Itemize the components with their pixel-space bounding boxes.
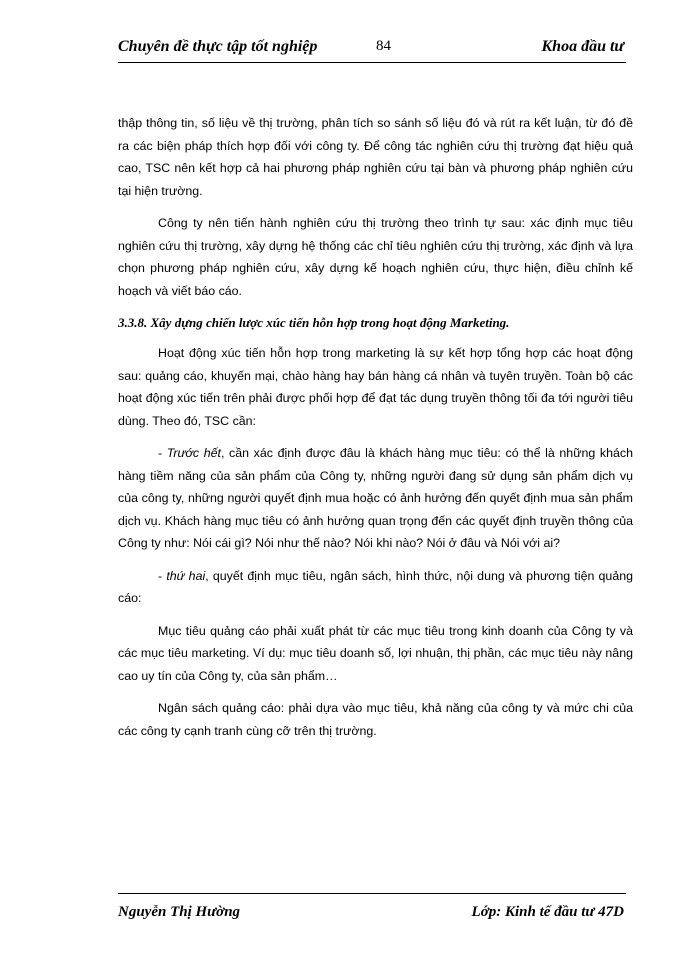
emphasis-thu-hai: thứ hai (166, 568, 206, 583)
page-body (118, 112, 633, 752)
paragraph-6: Mục tiêu quảng cáo phải xuất phát từ các mục tiêu trong kinh doanh của Công ty và các mục tiêu marketing. Ví dụ: mục tiêu doanh số, lợi nhuận, thị phần, các mục tiêu này nâng cao uy tín của Công ty, của sản phẩm… (118, 623, 633, 683)
page-header (118, 34, 626, 63)
bullet-dash: - (158, 568, 167, 583)
author-name: Nguyễn Thị Hường (118, 904, 241, 920)
paragraph-1: thập thông tin, số liệu về thị trường, phân tích so sánh số liệu đó và rút ra kết luận, từ đó đề ra các biện pháp thích hợp đối với công ty. Để công tác nghiên cứu thị trường đạt hiệu quả cao, TSC nên kết hợp cả hai phương pháp nghiên cứu tại bàn và phương pháp nghiên cứu tại hiện trường. (118, 116, 633, 198)
paragraph-5 (118, 565, 633, 610)
paragraph-2: Công ty nên tiến hành nghiên cứu thị trường theo trình tự sau: xác định mục tiêu nghiên cứu thị trường, xây dựng hệ thống các chỉ tiêu nghiên cứu thị trường, xác định và lựa chọn phương pháp nghiên cứu, xây dựng kế hoạch nghiên cứu, thực hiện, điều chỉnh kế hoạch và viết báo cáo. (118, 216, 633, 298)
page-number: 84 (376, 38, 391, 54)
section-heading: 3.3.8. Xây dựng chiến lược xúc tiến hỗn hợp trong hoạt động Marketing. (118, 315, 510, 330)
paragraph-3: Hoạt động xúc tiến hỗn hợp trong marketing là sự kết hợp tổng hợp các hoạt động sau: quảng cáo, khuyến mại, chào hàng hay bán hàng cá nhân và tuyên truyền. Toàn bộ các hoạt động xúc tiến trên phải được phối hợp để đạt tác dụng truyền thông tối đa tới người tiêu dùng. Theo đó, TSC cần: (118, 346, 633, 428)
paragraph-4-text: , cần xác định được đâu là khách hàng mục tiêu: có thể là những khách hàng tiềm năng của sản phẩm của Công ty, những người đang sử dụng sản phẩm dịch vụ của công ty, những người quyết định mua hoặc có ảnh hưởng đến quyết định mua sản phẩm dịch vụ. Khách hàng mục tiêu có ảnh hưởng quan trọng đến các quyết định truyền thông của Công ty như: Nói cái gì? Nói như thế nào? Nói khi nào? Nói ở đâu và Nói với ai? (118, 446, 633, 550)
page-footer (118, 893, 626, 924)
document-title: Chuyên đề thực tập tốt nghiệp (118, 38, 318, 55)
paragraph-5-text: , quyết định mục tiêu, ngân sách, hình thức, nội dung và phương tiện quảng cáo: (118, 568, 633, 605)
class-label: Lớp: Kinh tế đầu tư 47D (471, 904, 624, 920)
paragraph-7: Ngân sách quảng cáo: phải dựa vào mục tiêu, khả năng của công ty và mức chi của các công ty cạnh tranh cùng cỡ trên thị trường. (118, 701, 633, 738)
department-name: Khoa đầu tư (541, 38, 624, 55)
bullet-dash: - (158, 446, 167, 460)
paragraph-4 (118, 442, 633, 555)
emphasis-truoc-het: Trước hết (166, 446, 221, 460)
